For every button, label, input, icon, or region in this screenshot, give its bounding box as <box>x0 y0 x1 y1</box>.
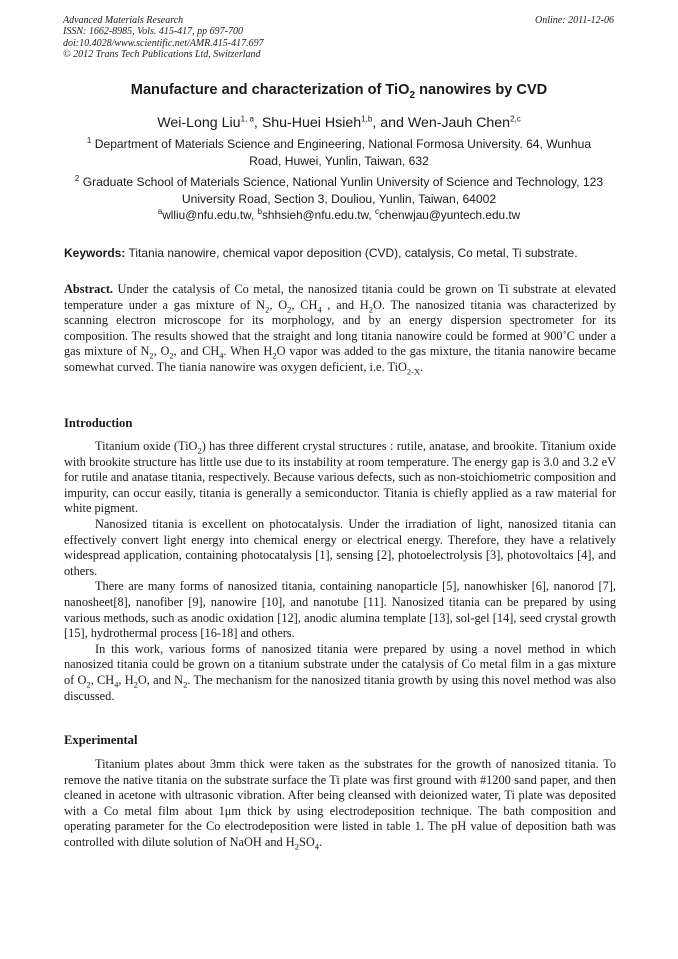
title-text: Manufacture and characterization of TiO <box>130 82 410 98</box>
affiliation-2 <box>70 174 608 207</box>
affiliation-marker: 2 <box>74 173 80 183</box>
journal-name: Advanced Materials Research <box>63 15 184 26</box>
paragraph: There are many forms of nanosized titania, containing nanoparticle [5], nanowhisker [6], nanorod [7], nanosheet[8], nanofiber [9], nanowire [10], and nanotube [11]. Nanosized titania can be prepared by using various methods, such as anodic oxidation [12], anodic alumina template [13], sol-gel [14], seed crystal growth [15], hydrothermal process [16-18] and others. <box>64 579 616 641</box>
paragraph: Nanosized titania is excellent on photocatalysis. Under the irradiation of light, nanosized titania can effectively convert light energy into chemical energy or electrical energy. Therefore, they have a relatively widespread application, containing photocatalysis [1], sensing [2], photoelectrolysis [3], photovoltaics [4], and others. <box>64 516 616 578</box>
email-sep: , <box>368 208 375 222</box>
email-sep: , <box>250 208 258 222</box>
author-list <box>40 115 638 131</box>
paragraph: Titanium plates about 3mm thick were taken as the substrates for the growth of nanosized titania. To remove the native titania on the substrate surface the Ti plate was first ground with #1200 sand paper, and then cleaned in acetone with ultrasonic vibration. After being cleansed with deionized water, Ti plate was deposited with a Co metal film about 1μm thick by using electrodeposition technique. The bath composition and operating parameter for the Co electrodeposition were listed in table 1. The pH value of deposition bath was controlled with dilute solution of NaOH and $H_2SO_4$. <box>64 757 616 852</box>
author-1: Wei-Long Liu <box>157 115 241 131</box>
abstract: Abstract. Under the catalysis of Co metal, the nanosized titania could be grown on Ti substrate at elevated temperature under a gas mixture of $N_2$, $O_2$, $CH_4$ , and $H_2O$. The nanosized titania was characterized by scanning electron microscope for its morphology, and by an energy dispersion spectrometer for its composition. The results showed that the straight and long titania nanowire could be formed at 900˚C under a gas mixture of $N_2$, $O_2$, and $CH_4$. When $H_2O$ vapor was added to the gas mixture, the titania nanowire became somewhat curved. The tiania nanowire was oxygen deficient, i.e. TiO$_{2-X}$. <box>64 282 616 377</box>
title-subscript: 2 <box>409 89 416 101</box>
title-text-end: nanowires by CVD <box>415 82 548 98</box>
keywords-text: Titania nanowire, chemical vapor deposition (CVD), catalysis, Co metal, Ti substrate. <box>125 246 578 260</box>
section-heading-experimental: Experimental <box>64 733 138 747</box>
email-list <box>40 208 638 222</box>
affiliation-1 <box>70 136 608 169</box>
copyright-line: © 2012 Trans Tech Publications Ltd, Switzerland <box>63 49 261 61</box>
email-a[interactable]: wlliu@nfu.edu.tw <box>162 208 251 222</box>
paragraph: In this work, various forms of nanosized titania were prepared by using a novel method in which nanosized titania could be grown on a titanium substrate under the catalysis of Co metal film in a gas mixture of $O_2$, $CH_4$, $H_2O$, and $N_2$. The mechanism for the nanosized titania growth by using this novel method was also discussed. <box>64 641 616 703</box>
affiliation-text: Department of Materials Science and Engineering, National Formosa University. 64, Wunhua Road, Huwei, Yunlin, Taiwan, 632 <box>94 137 592 168</box>
journal-header <box>63 15 264 61</box>
author-2: Shu-Huei Hsieh <box>261 115 362 131</box>
author-2-affil: 1,b <box>361 114 373 124</box>
keywords <box>64 246 624 260</box>
online-date: Online: 2011-12-06 <box>535 15 614 26</box>
issn-line: ISSN: 1662-8985, Vols. 415-417, pp 697-700 <box>63 26 243 38</box>
keywords-label: Keywords: <box>64 246 126 260</box>
author-sep: , <box>253 115 262 131</box>
email-marker: c <box>374 207 379 217</box>
paper-title <box>40 82 638 101</box>
email-marker: a <box>157 207 163 217</box>
author-sep: , and <box>372 115 408 131</box>
author-3: Wen-Jauh Chen <box>407 115 511 131</box>
paragraph: Titanium oxide (TiO$_2$) has three different crystal structures : rutile, anatase, and brookite. Titanium oxide with brookite structure has little use due to its instability at room temperature. The energy gap is 3.0 and 3.2 eV for rutile and anatase titania, respectively. Because various defects, such as non-stoichiometric composition and impurity, can occur easily, titania is generally a semiconductor. Titania is chiefly applied as a raw material for white pigment. <box>64 439 616 516</box>
author-1-affil: 1, a <box>240 114 254 124</box>
email-c[interactable]: chenwjau@yuntech.edu.tw <box>378 208 521 222</box>
author-3-affil: 2,c <box>510 114 521 124</box>
doi-line: doi:10.4028/www.scientific.net/AMR.415-417.697 <box>63 37 264 49</box>
abstract-label: Abstract. <box>64 282 114 296</box>
experimental-body <box>64 757 616 851</box>
affiliation-text: Graduate School of Materials Science, National Yunlin University of Science and Technology, 123 University Road, Section 3, Douliou, Yunlin, Taiwan, 64002 <box>82 175 604 206</box>
introduction-body <box>64 439 616 704</box>
email-b[interactable]: shhsieh@nfu.edu.tw <box>262 208 369 222</box>
affiliation-marker: 1 <box>86 135 92 145</box>
section-heading-introduction: Introduction <box>64 416 133 430</box>
email-marker: b <box>257 207 262 217</box>
